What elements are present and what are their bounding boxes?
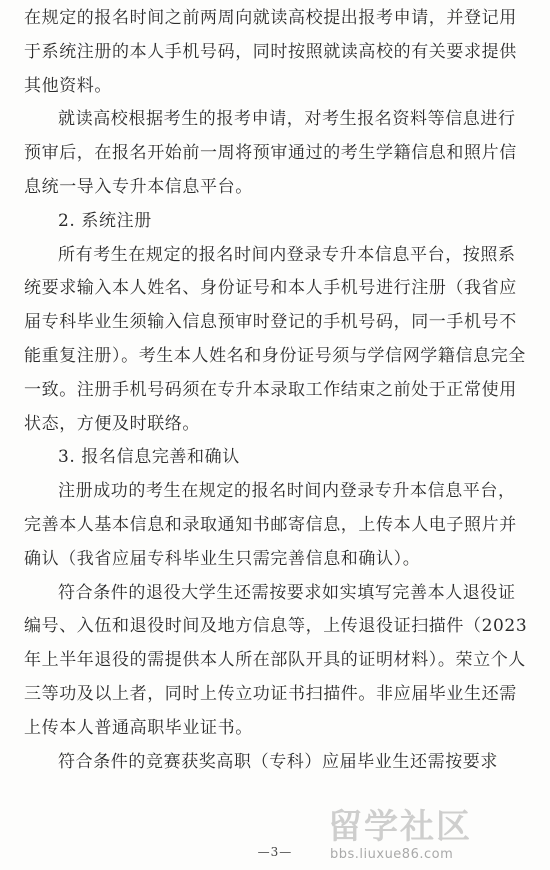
section-heading: [24, 441, 530, 475]
text-line: 就读高校根据考生的报考申请，对考生报名资料等信息进行: [58, 109, 516, 130]
paragraph: [24, 2, 530, 103]
watermark-brand: 留学社区: [328, 807, 472, 847]
page-number: —3—: [257, 845, 293, 859]
text-line: 确认（我省应届专科毕业生只需完善信息和确认）。: [24, 548, 421, 569]
text-line: 符合条件的竞赛获奖高职（专科）应届毕业生还需按要求: [58, 751, 498, 772]
text-line: 其他资料。: [24, 75, 112, 96]
text-line: 在规定的报名时间之前两周向就读高校提出报考申请，并登记用: [24, 8, 517, 28]
paragraph: [24, 103, 530, 204]
text-line: 届专科毕业生须输入信息预审时登记的手机号码，同一手机号不: [24, 312, 517, 333]
text-line: 注册成功的考生在规定的报名时间内登录专升本信息平台，: [58, 481, 516, 502]
paragraph: [24, 746, 530, 780]
text-line: 于系统注册的本人手机号码，同时按照就读高校的有关要求提供: [24, 41, 517, 62]
text-line: 统要求输入本人姓名、身份证号和本人手机号进行注册（我省应: [24, 278, 517, 299]
text-line: 息统一导入专升本信息平台。: [24, 176, 253, 197]
text-line: 所有考生在规定的报名时间内登录专升本信息平台，按照系: [58, 244, 516, 265]
text-line: 2. 系统注册: [58, 210, 152, 231]
section-heading: [24, 205, 530, 239]
text-line: 年上半年退役的需提供本人所在部队开具的证明材料）。荣立个人: [24, 650, 526, 671]
paragraph: [24, 475, 530, 576]
text-line: 完善本人基本信息和录取通知书邮寄信息，上传本人电子照片并: [24, 514, 517, 535]
text-line: 能重复注册）。考生本人姓名和身份证号须与学信网学籍信息完全: [24, 345, 526, 366]
text-line: 符合条件的退役大学生还需按要求如实填写完善本人退役证: [58, 582, 516, 603]
text-line: 预审后，在报名开始前一周将预审通过的考生学籍信息和照片信: [24, 143, 517, 164]
text-line: 三等功及以上者，同时上传立功证书扫描件。非应届毕业生还需: [24, 683, 517, 704]
paragraph: [24, 577, 530, 746]
text-line: 一致。注册手机号码须在专升本录取工作结束之前处于正常使用: [24, 379, 517, 400]
watermark-url: bbs.liuxue86.com: [330, 847, 454, 862]
text-line: 上传本人普通高职毕业证书。: [24, 717, 253, 738]
text-line: 编号、入伍和退役时间及地方信息等，上传退役证扫描件（2023: [24, 616, 528, 637]
text-line: 状态，方便及时联络。: [24, 413, 200, 434]
text-line: 3. 报名信息完善和确认: [58, 447, 240, 468]
paragraph: [24, 239, 530, 442]
document-body: [24, 2, 530, 779]
